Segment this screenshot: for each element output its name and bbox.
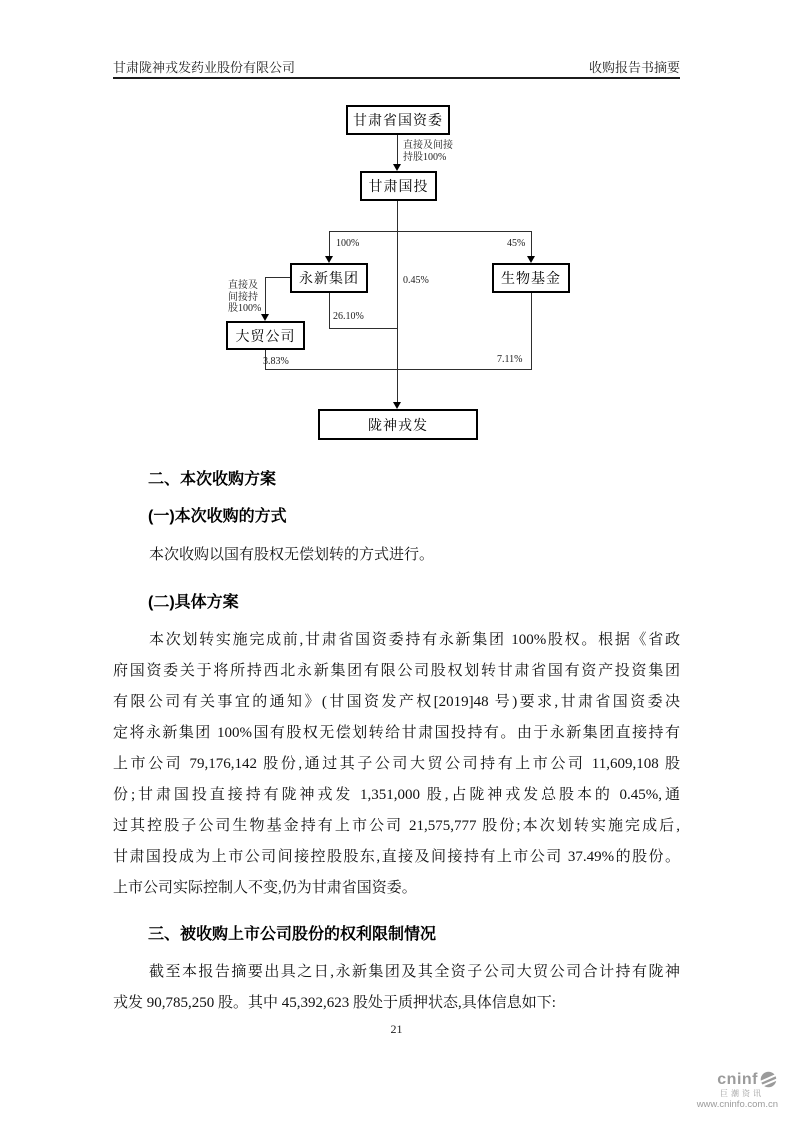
edge-label-yongxin-longshen: 26.10% xyxy=(333,311,364,322)
connector-line xyxy=(329,231,532,232)
diagram-node-yongxin: 永新集团 xyxy=(290,263,368,293)
arrowhead-icon xyxy=(261,314,269,321)
header-doc-title: 收购报告书摘要 xyxy=(588,60,680,75)
body-line: 定将永新集团 100%国有股权无偿划转给甘肃国投持有。由于永新集团直接持有 xyxy=(113,725,680,741)
body-line: 份;甘肃国投直接持有陇神戎发 1,351,000 股,占陇神戎发总股本的 0.45%,通 xyxy=(113,787,680,803)
section-heading-3: 三、被收购上市公司股份的权利限制情况 xyxy=(148,926,437,943)
cninfo-brand-text: cninf xyxy=(717,1070,758,1088)
connector-line xyxy=(329,231,330,257)
subsection-heading-2-1: (一)本次收购的方式 xyxy=(148,508,287,525)
paragraph-acquisition-method: 本次收购以国有股权无偿划转的方式进行。 xyxy=(149,547,435,563)
diagram-node-biofund: 生物基金 xyxy=(492,263,570,293)
edge-label-guotou-biofund: 45% xyxy=(507,238,526,249)
body-line: 甘肃国投成为上市公司间接控股股东,直接及间接持有上市公司 37.49%的股份。 xyxy=(113,849,680,865)
cninfo-swirl-icon xyxy=(759,1070,778,1089)
paragraph-share-restrictions xyxy=(113,957,680,1019)
edge-label-sasac-guotou: 直接及间接 持股100% xyxy=(403,140,453,163)
cninfo-name-text: 巨潮资讯 xyxy=(720,1089,764,1098)
ownership-diagram xyxy=(0,0,793,455)
paragraph-specific-plan xyxy=(113,625,680,904)
diagram-node-guotou: 甘肃国投 xyxy=(360,171,437,201)
connector-line xyxy=(531,231,532,257)
arrowhead-icon xyxy=(527,256,535,263)
section-heading-2: 二、本次收购方案 xyxy=(148,471,277,488)
edge-label-guotou-yongxin: 100% xyxy=(336,238,360,249)
subsection-heading-2-2: (二)具体方案 xyxy=(148,594,239,611)
body-line: 过其控股子公司生物基金持有上市公司 21,575,777 股份;本次划转实施完成后, xyxy=(113,818,680,834)
cninfo-logo xyxy=(688,1070,778,1110)
diagram-node-sasac: 甘肃省国资委 xyxy=(346,105,450,135)
connector-line xyxy=(265,277,266,315)
edge-label-damao-longshen: 3.83% xyxy=(263,356,289,367)
page-number: 21 xyxy=(390,1022,403,1036)
connector-line xyxy=(265,369,532,370)
body-line: 戎发 90,785,250 股。其中 45,392,623 股处于质押状态,具体信息如下: xyxy=(113,995,556,1011)
connector-line xyxy=(397,135,398,165)
edge-label-yongxin-damao: 直接及 间接持 股100% xyxy=(228,280,262,314)
arrowhead-icon xyxy=(393,402,401,409)
connector-line xyxy=(329,328,398,329)
body-line: 截至本报告摘要出具之日,永新集团及其全资子公司大贸公司合计持有陇神 xyxy=(149,964,680,980)
diagram-node-longshen: 陇神戎发 xyxy=(318,409,478,440)
edge-label-biofund-longshen: 7.11% xyxy=(497,354,523,365)
diagram-node-damao: 大贸公司 xyxy=(226,321,305,350)
connector-line xyxy=(531,293,532,369)
edge-label-guotou-longshen: 0.45% xyxy=(403,275,429,286)
connector-line xyxy=(329,293,330,329)
arrowhead-icon xyxy=(325,256,333,263)
body-line: 有限公司有关事宜的通知》(甘国资发产权[2019]48 号)要求,甘肃省国资委决 xyxy=(113,694,680,710)
body-line: 上市公司 79,176,142 股份,通过其子公司大贸公司持有上市公司 11,609,108 股 xyxy=(113,756,680,772)
cninfo-url-text: www.cninfo.com.cn xyxy=(696,1099,778,1110)
connector-line xyxy=(265,277,290,278)
header-company-name: 甘肃陇神戎发药业股份有限公司 xyxy=(113,60,296,75)
body-line: 本次划转实施完成前,甘肃省国资委持有永新集团 100%股权。根据《省政 xyxy=(149,632,680,648)
body-line: 上市公司实际控制人不变,仍为甘肃省国资委。 xyxy=(113,880,417,896)
body-line: 府国资委关于将所持西北永新集团有限公司股权划转甘肃省国有资产投资集团 xyxy=(113,663,680,679)
arrowhead-icon xyxy=(393,164,401,171)
